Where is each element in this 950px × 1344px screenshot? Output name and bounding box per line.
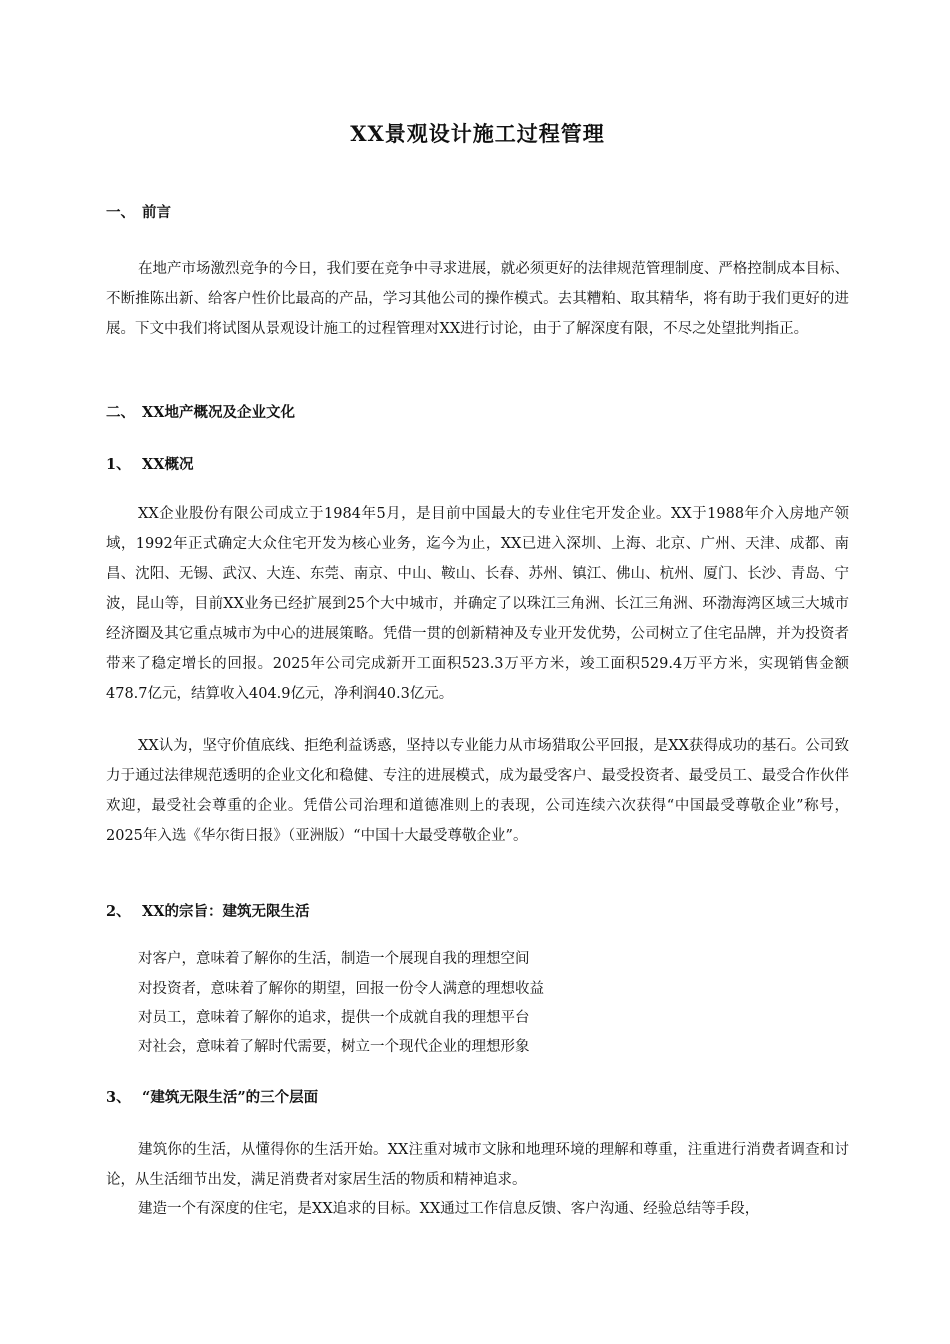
subsection-title: XX的宗旨：建筑无限生活: [142, 903, 310, 920]
section-number: 二、: [106, 404, 135, 421]
mission-line: 对投资者，意味着了解你的期望，回报一份令人满意的理想收益: [138, 981, 544, 997]
section-heading-preface: [106, 201, 171, 222]
three-levels-paragraph: 建造一个有深度的住宅，是XX追求的目标。XX通过工作信息反馈、客户沟通、经验总结等手段，: [138, 1201, 760, 1217]
preface-paragraph: 在地产市场激烈竞争的今日，我们要在竞争中寻求进展，就必须更好的法律规范管理制度、严格控制成本目标、不断推陈出新、给客户性价比最高的产品，学习其他公司的操作模式。去其糟粕、取其精华，将有助于我们更好的进展。下文中我们将试图从景观设计施工的过程管理对XX进行讨论，由于了解深度有限，不尽之处望批判指正。: [106, 261, 849, 337]
company-values-paragraph: XX认为，坚守价值底线、拒绝利益诱惑，坚持以专业能力从市场猎取公平回报，是XX获得成功的基石。公司致力于通过法律规范透明的企业文化和稳健、专注的进展模式，成为最受客户、最受投资者、最受员工、最受合作伙伴欢迎，最受社会尊重的企业。凭借公司治理和道德准则上的表现，公司连续六次获得“中国最受尊敬企业”称号，2025年入选《华尔街日报》（亚洲版）“中国十大最受尊敬企业”。: [106, 738, 849, 844]
section-title: XX地产概况及企业文化: [142, 404, 295, 421]
mission-line: 对社会，意味着了解时代需要，树立一个现代企业的理想形象: [138, 1039, 530, 1055]
section-heading-overview: [106, 401, 295, 422]
section-title: 前言: [142, 204, 171, 221]
section-number: 一、: [106, 204, 135, 221]
subsection-heading-mission: [106, 900, 310, 921]
three-levels-paragraph: 建筑你的生活，从懂得你的生活开始。XX注重对城市文脉和地理环境的理解和尊重，注重进行消费者调查和讨论，从生活细节出发，满足消费者对家居生活的物质和精神追求。: [106, 1142, 849, 1188]
company-overview-paragraph: XX企业股份有限公司成立于1984年5月，是目前中国最大的专业住宅开发企业。XX于1988年介入房地产领域，1992年正式确定大众住宅开发为核心业务，迄今为止，XX已进入深圳、上海、北京、广州、天津、成都、南昌、沈阳、无锡、武汉、大连、东莞、南京、中山、鞍山、长春、苏州、镇江、佛山、杭州、厦门、长沙、青岛、宁波，昆山等，目前XX业务已经扩展到25个大中城市，并确定了以珠江三角洲、长江三角洲、环渤海湾区域三大城市经济圈及其它重点城市为中心的进展策略。凭借一贯的创新精神及专业开发优势，公司树立了住宅品牌，并为投资者带来了稳定增长的回报。2025年公司完成新开工面积523.3万平方米，竣工面积529.4万平方米，实现销售金额478.7亿元，结算收入404.9亿元，净利润40.3亿元。: [106, 506, 849, 702]
subsection-heading-company-overview: [106, 453, 194, 474]
subsection-number: 2、: [106, 903, 131, 920]
subsection-heading-three-levels: [106, 1086, 318, 1107]
subsection-number: 3、: [106, 1089, 131, 1106]
document-title: XX景观设计施工过程管理: [350, 121, 605, 146]
subsection-title: XX概况: [142, 456, 194, 473]
subsection-number: 1、: [106, 456, 131, 473]
subsection-title: “建筑无限生活”的三个层面: [142, 1089, 319, 1106]
mission-line: 对客户，意味着了解你的生活，制造一个展现自我的理想空间: [138, 951, 530, 967]
mission-line: 对员工，意味着了解你的追求，提供一个成就自我的理想平台: [138, 1010, 530, 1026]
